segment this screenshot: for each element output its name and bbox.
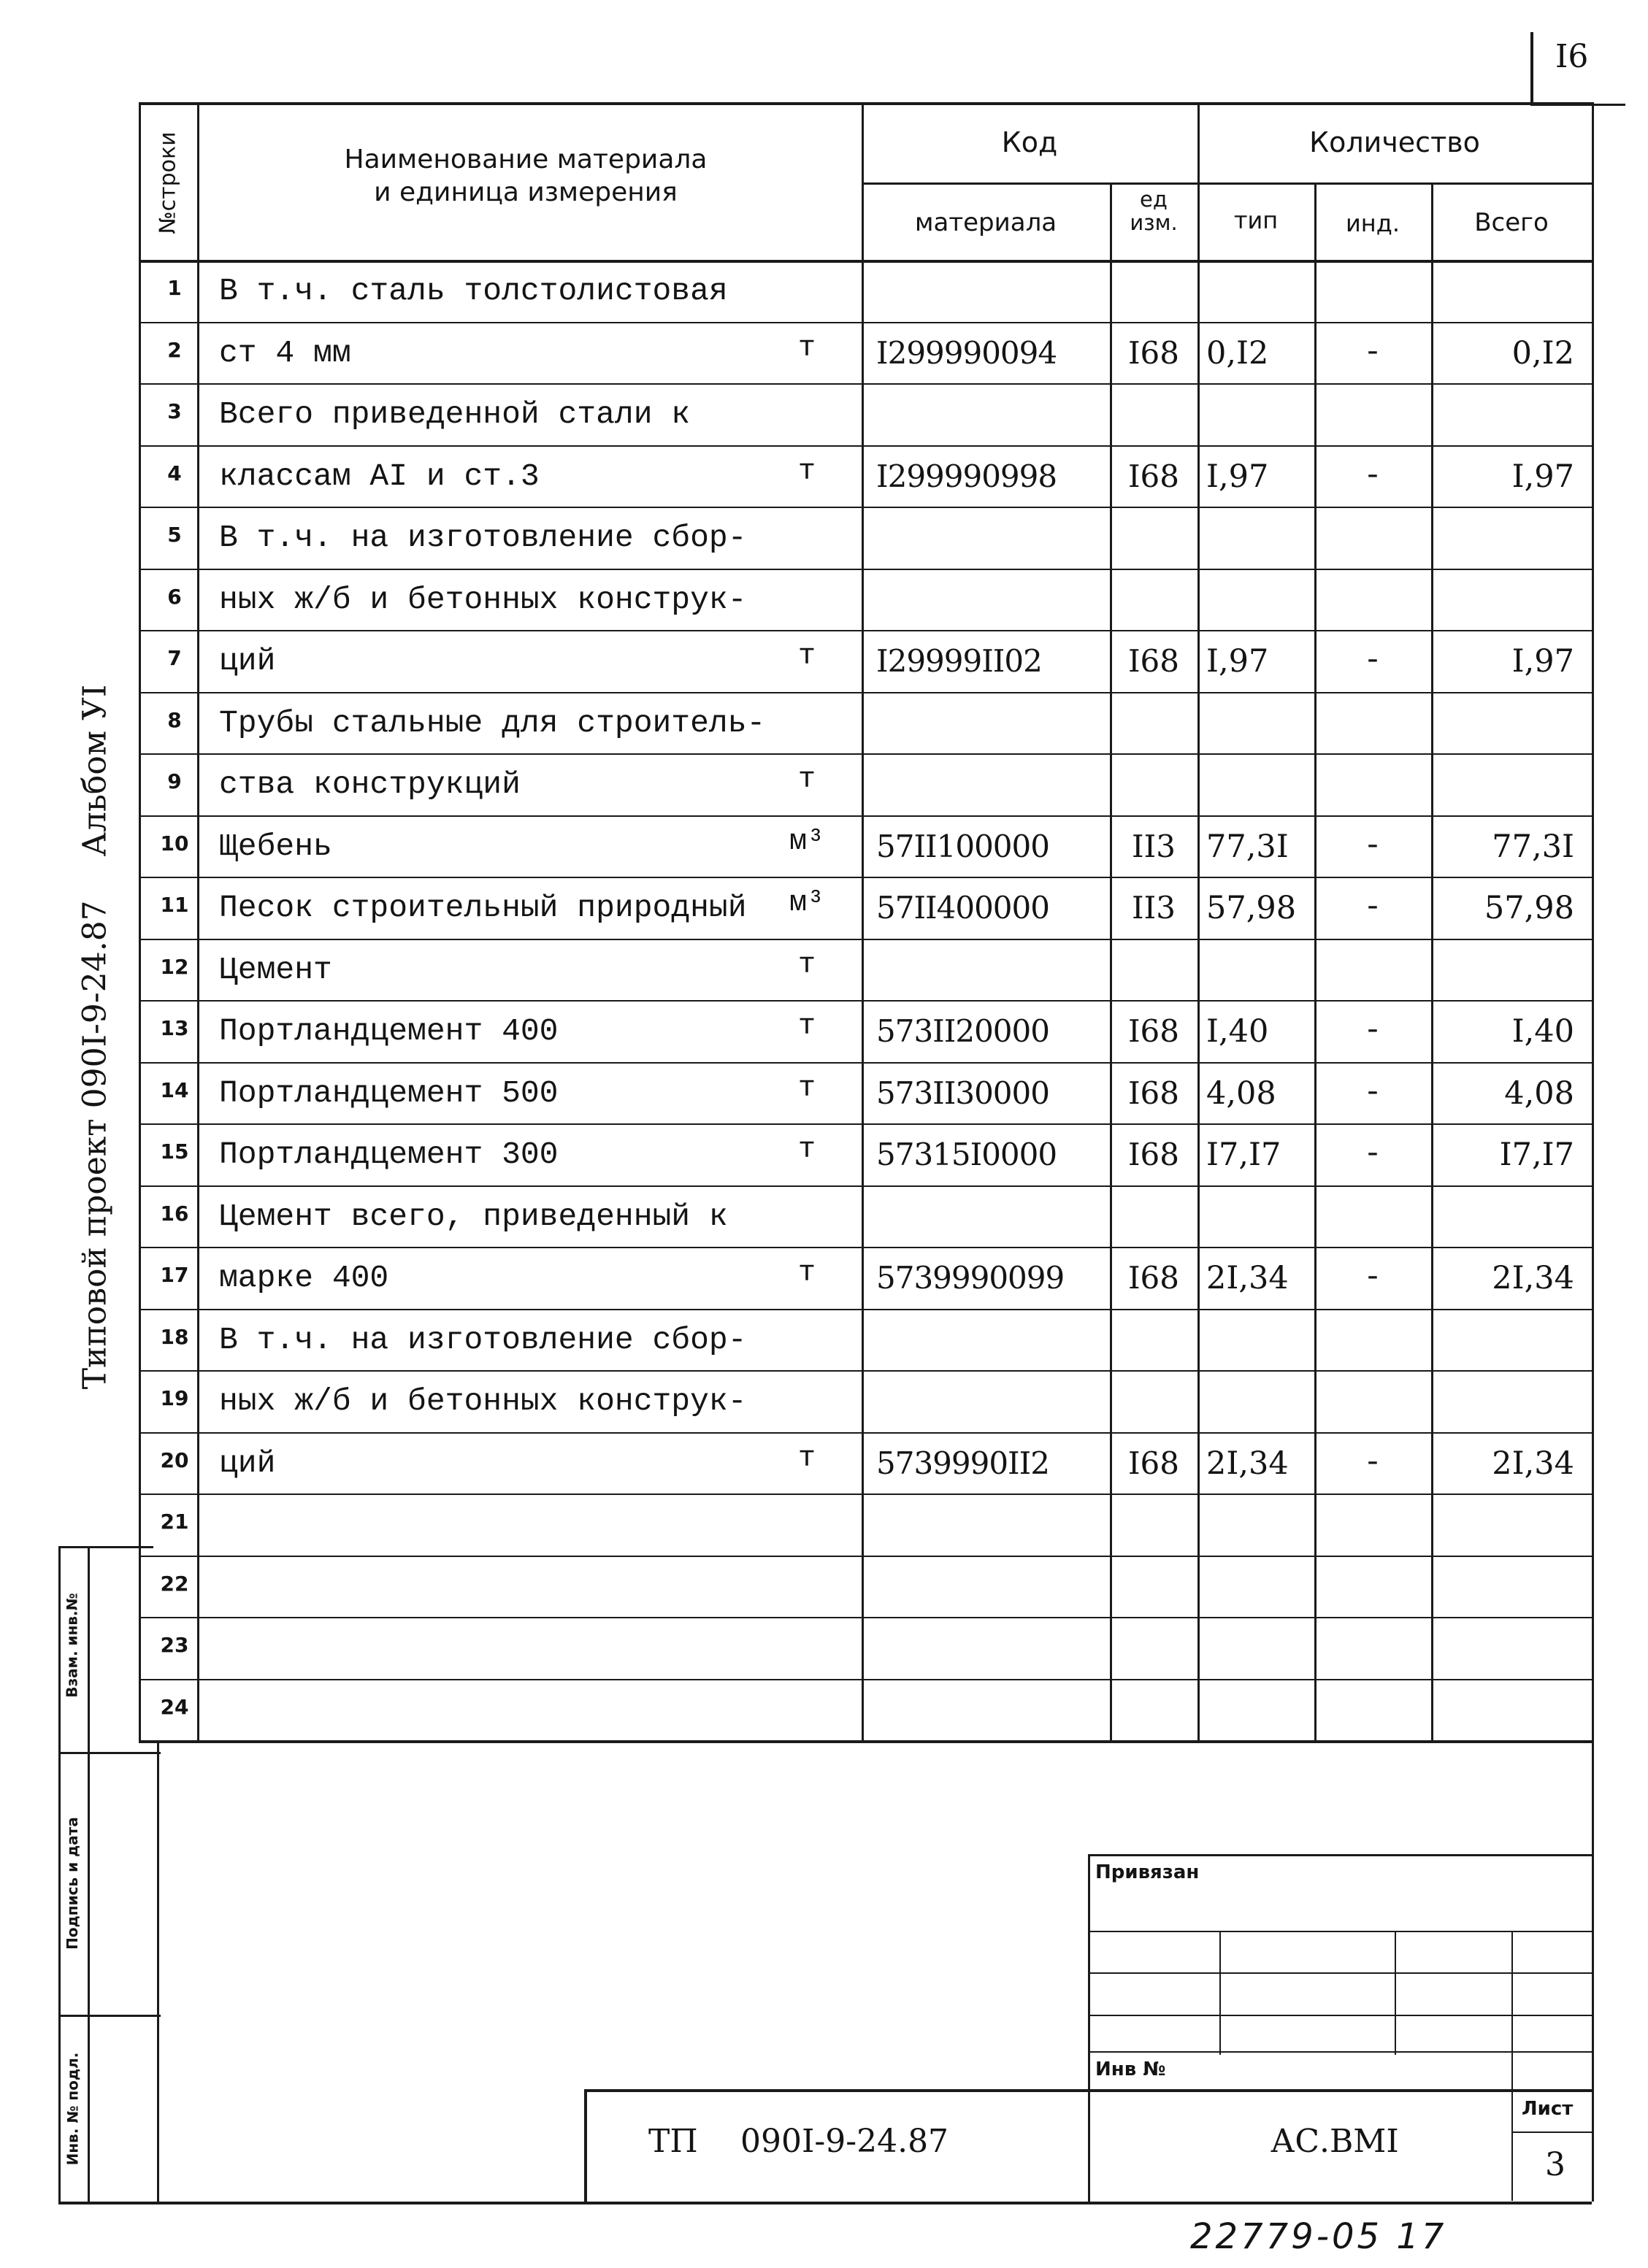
material-code: 5739990II2: [876, 1445, 1049, 1481]
side-box-podpis-data: Подпись и дата: [64, 1817, 82, 1950]
side-label-album: Альбом УI: [76, 684, 114, 856]
table-row-separator: [139, 753, 1592, 755]
material-name: Трубы стальные для строитель-: [219, 704, 766, 741]
table-row-separator: [139, 1432, 1592, 1434]
material-name: Щебень: [219, 828, 332, 864]
side-box-inv-podl: Инв. № подл.: [64, 2052, 82, 2166]
material-name: Всего приведенной стали к: [219, 396, 691, 432]
unit-code: I68: [1127, 1075, 1180, 1111]
unit-of-measure: т: [797, 1442, 816, 1475]
unit-of-measure: т: [797, 331, 816, 365]
table-row-separator: [139, 322, 1592, 323]
unit-of-measure: т: [797, 640, 816, 673]
qty-ind: -: [1363, 890, 1382, 925]
table-row-separator: [139, 569, 1592, 570]
material-name: ных ж/б и бетонных конструк-: [219, 1383, 747, 1419]
material-name: ций: [219, 1445, 276, 1481]
qty-type: I,40: [1206, 1013, 1269, 1050]
sheet-left-border: [157, 1740, 159, 2202]
unit-of-measure: т: [797, 948, 816, 982]
table-row-separator: [139, 1309, 1592, 1310]
title-block-row-2: [1088, 1972, 1592, 1974]
table-row-separator: [139, 445, 1592, 447]
unit-of-measure: м³: [789, 887, 824, 920]
table-row-separator: [139, 815, 1592, 817]
row-number: 17: [160, 1263, 189, 1287]
material-name: ций: [219, 643, 276, 679]
handwritten-footer-number: 22779-05 17: [1190, 2216, 1447, 2257]
row-number: 5: [167, 523, 182, 547]
material-name: ства конструкций: [219, 766, 521, 802]
side-label-project: Типовой проект 090I-9-24.87: [76, 899, 114, 1389]
header-name-line1: Наименование материала: [344, 145, 708, 174]
qty-type: I,97: [1206, 458, 1269, 495]
row-number: 3: [167, 399, 182, 423]
qty-type: 57,98: [1206, 890, 1297, 926]
unit-of-measure: т: [797, 455, 816, 488]
table-col-code-line: [1110, 182, 1112, 1740]
unit-code: II3: [1132, 890, 1176, 926]
material-name: классам АI и ст.3: [219, 458, 540, 494]
qty-ind: -: [1363, 458, 1382, 493]
unit-code: I68: [1127, 334, 1180, 371]
title-block-list-label: Лист: [1522, 2098, 1574, 2120]
unit-code: I68: [1127, 1013, 1180, 1049]
header-qty-total: Всего: [1474, 208, 1549, 237]
row-number: 19: [160, 1386, 189, 1410]
row-number: 9: [167, 769, 182, 793]
material-code: I299990998: [876, 458, 1057, 494]
title-block-inv-no: Инв №: [1095, 2059, 1166, 2080]
material-code: 573II20000: [876, 1013, 1049, 1049]
unit-of-measure: м³: [789, 825, 824, 858]
material-name: Цемент всего, приведенный к: [219, 1198, 728, 1234]
stamp-top: [584, 2089, 1592, 2092]
stamp-left: [584, 2089, 587, 2202]
qty-total: 2I,34: [1492, 1445, 1574, 1482]
row-number: 23: [160, 1633, 189, 1657]
table-row-separator: [139, 692, 1592, 693]
title-block-col-1: [1219, 1931, 1221, 2055]
qty-ind: -: [1363, 1013, 1382, 1048]
qty-type: 4,08: [1206, 1075, 1276, 1112]
title-block-col-2: [1395, 1931, 1396, 2055]
qty-ind: -: [1363, 1445, 1382, 1480]
row-number: 7: [167, 646, 182, 670]
title-block-col-3: [1511, 1931, 1513, 2201]
row-number: 2: [167, 337, 182, 362]
title-block-row-3: [1088, 2015, 1592, 2016]
header-name-unit: [204, 143, 847, 209]
unit-code: I68: [1127, 1137, 1180, 1172]
title-block-row-1: [1088, 1931, 1592, 1932]
row-number: 6: [167, 584, 182, 609]
sheet-bottom-border: [58, 2202, 1592, 2204]
qty-ind: -: [1363, 1260, 1382, 1295]
qty-total: 57,98: [1484, 890, 1574, 926]
qty-total: 77,3I: [1492, 828, 1574, 865]
qty-total: 2I,34: [1492, 1260, 1574, 1296]
title-block-top: [1088, 1854, 1592, 1856]
unit-code: I68: [1127, 1260, 1180, 1296]
material-name: В т.ч. сталь толстолистовая: [219, 273, 728, 309]
qty-type: I7,I7: [1206, 1137, 1281, 1173]
header-sub-divider: [862, 182, 1592, 185]
unit-of-measure: т: [797, 1134, 816, 1166]
qty-total: 4,08: [1504, 1075, 1574, 1112]
material-name: Портландцемент 400: [219, 1013, 559, 1049]
title-block-row-4: [1088, 2051, 1592, 2053]
table-row-separator: [139, 507, 1592, 508]
table-header-bottom: [139, 260, 1592, 263]
table-row-separator: [139, 1000, 1592, 1002]
table-row-separator: [139, 1185, 1592, 1187]
unit-of-measure: т: [797, 764, 816, 796]
table-row-separator: [139, 939, 1592, 940]
header-row-number: №строки: [155, 131, 181, 234]
row-number: 22: [160, 1571, 189, 1596]
title-block-left-line: [1088, 1854, 1090, 2202]
table-border-top: [139, 102, 1592, 105]
table-row-separator: [139, 1123, 1592, 1125]
row-number: 1: [167, 276, 182, 300]
qty-type: 0,I2: [1206, 334, 1269, 372]
header-kod-material: материала: [914, 208, 1057, 237]
row-number: 20: [160, 1448, 189, 1472]
qty-type: 2I,34: [1206, 1445, 1289, 1482]
table-row-separator: [139, 1247, 1592, 1248]
header-qty-ind: инд.: [1345, 209, 1400, 237]
table-row-separator: [139, 1556, 1592, 1557]
table-row-separator: [139, 877, 1592, 878]
material-name: В т.ч. на изготовление сбор-: [219, 520, 747, 556]
row-number: 8: [167, 707, 182, 732]
material-name: Портландцемент 500: [219, 1075, 559, 1111]
unit-code: I68: [1127, 643, 1180, 679]
header-name-line2: и единица измерения: [374, 177, 678, 207]
header-qty-type: тип: [1233, 207, 1279, 234]
row-number: 24: [160, 1694, 189, 1719]
table-col-right-line: [1592, 102, 1594, 1740]
row-number: 14: [160, 1077, 189, 1102]
material-code: I299990094: [876, 334, 1057, 371]
table-row-separator: [139, 383, 1592, 385]
unit-of-measure: т: [797, 1257, 816, 1290]
header-kod-unit: ед изм.: [1130, 187, 1178, 235]
unit-code: I68: [1127, 458, 1180, 494]
table-row-separator: [139, 1617, 1592, 1618]
material-name: Цемент: [219, 951, 332, 988]
qty-total: I,97: [1511, 458, 1574, 495]
unit-of-measure: т: [797, 1072, 816, 1105]
row-number: 13: [160, 1016, 189, 1040]
material-code: 573II30000: [876, 1075, 1049, 1111]
title-block-code: 090I-9-24.87: [740, 2123, 949, 2160]
material-code: 57II100000: [876, 828, 1049, 864]
qty-ind: -: [1363, 643, 1382, 678]
material-name: Портландцемент 300: [219, 1137, 559, 1172]
row-number: 18: [160, 1324, 189, 1349]
qty-total: 0,I2: [1511, 334, 1574, 372]
unit-of-measure: т: [797, 1010, 816, 1043]
title-block-list-number: 3: [1545, 2146, 1565, 2183]
material-name: марке 400: [219, 1260, 389, 1296]
material-code: 5739990099: [876, 1260, 1065, 1296]
page-number: I6: [1555, 38, 1589, 75]
row-number: 10: [160, 831, 189, 856]
header-kod: Код: [1001, 126, 1058, 158]
qty-ind: -: [1363, 828, 1382, 864]
side-frame-inner: [88, 1546, 90, 2203]
sheet-right-border: [1592, 1740, 1594, 2202]
table-row-separator: [139, 1062, 1592, 1064]
table-col-ind-line: [1431, 182, 1433, 1740]
table-col-tip-line: [1314, 182, 1317, 1740]
qty-total: I,40: [1511, 1013, 1574, 1050]
unit-code: II3: [1132, 828, 1176, 864]
row-number: 12: [160, 954, 189, 979]
qty-type: I,97: [1206, 643, 1269, 680]
row-number: 4: [167, 461, 182, 485]
table-row-separator: [139, 630, 1592, 631]
row-number: 11: [160, 893, 189, 917]
stamp-sheet-divider: [1511, 2131, 1592, 2133]
material-name: В т.ч. на изготовление сбор-: [219, 1321, 747, 1358]
qty-total: I7,I7: [1499, 1137, 1574, 1173]
qty-ind: -: [1363, 1137, 1382, 1172]
qty-type: 2I,34: [1206, 1260, 1289, 1296]
header-quantity: Количество: [1309, 126, 1480, 158]
qty-type: 77,3I: [1206, 828, 1289, 865]
material-code: 57II400000: [876, 890, 1049, 926]
table-row-separator: [139, 1370, 1592, 1372]
material-name: Песок строительный природный: [219, 890, 747, 926]
table-row-separator: [139, 1679, 1592, 1680]
row-number: 16: [160, 1201, 189, 1226]
material-code: 57315I0000: [876, 1137, 1057, 1172]
qty-ind: -: [1363, 1075, 1382, 1110]
table-row-separator: [139, 1494, 1592, 1495]
row-number: 21: [160, 1510, 189, 1534]
material-code: I29999II02: [876, 643, 1042, 679]
material-name: ных ж/б и бетонных конструк-: [219, 581, 747, 618]
table-border-bottom: [139, 1740, 1592, 1743]
title-block-doc: АС.ВМI: [1271, 2123, 1399, 2160]
row-number: 15: [160, 1139, 189, 1164]
qty-total: I,97: [1511, 643, 1574, 680]
unit-code: I68: [1127, 1445, 1180, 1481]
qty-ind: -: [1363, 334, 1382, 370]
material-name: ст 4 мм: [219, 334, 351, 371]
title-block-privyazan: Привязан: [1095, 1861, 1200, 1883]
side-box-vzam-inv: Взам. инв.№: [64, 1593, 82, 1698]
title-block-tp: ТП: [648, 2123, 698, 2160]
